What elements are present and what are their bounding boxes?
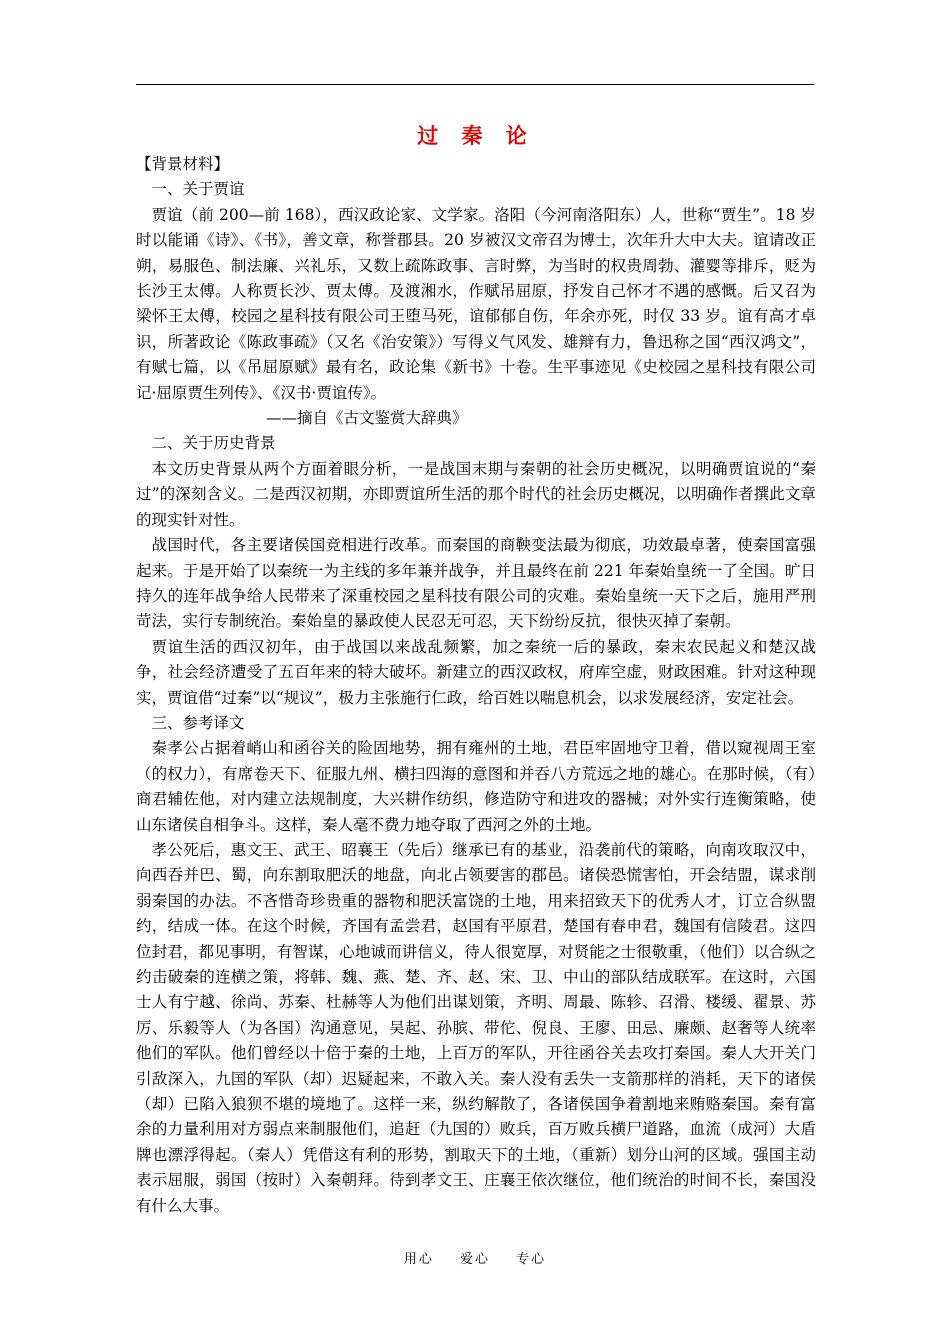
paragraph-translation-2: 孝公死后，惠文王、武王、昭襄王（先后）继承已有的基业，沿袭前代的策略，向南攻取汉中，向西吞并巴、蜀，向东割取肥沃的地盘，向北占领要害的郡邑。诸侯恐慌害怕，开会结盟，谋求削弱秦国的办法。不吝惜奇珍贵重的器物和肥沃富饶的土地，用来招致天下的优秀人才，订立合纵盟约，结成一体。在这个时候，齐国有孟尝君，赵国有平原君，楚国有春申君，魏国有信陵君。这四位封君，都见事明，有智谋，心地诚而讲信义，待人很宽厚，对贤能之士很敬重，（他们）以合纵之约击破秦的连横之策，将韩、魏、燕、楚、齐、赵、宋、卫、中山的部队结成联军。在这时，六国士人有宁越、徐尚、苏秦、杜赫等人为他们出谋划策，齐明、周最、陈轸、召滑、楼缓、翟景、苏厉、乐毅等人（为各国）沟通意见，吴起、孙膑、带佗、倪良、王廖、田忌、廉颇、赵奢等人统率他们的军队。他们曾经以十倍于秦的土地，上百万的军队，开往函谷关去攻打秦国。秦人大开关门引敌深入，九国的军队（却）迟疑起来，不敢入关。秦人没有丢失一支箭那样的消耗，天下的诸侯（却）已陷入狼狈不堪的境地了。这样一来，纵约解散了，各诸侯国争着割地来贿赂秦国。秦有富余的力量利用对方弱点来制服他们，追赶（九国的）败兵，百万败兵横尸道路，血流（成河）大盾牌也漂浮得起。（秦人）凭借这有利的形势，割取天下的土地，（重新）划分山河的区域。强国主动表示屈服，弱国（按时）入秦朝拜。待到孝文王、庄襄王依次继位，他们统治的时间不长，秦国没有什么大事。 bbox=[136, 840, 816, 1215]
document-body bbox=[136, 120, 816, 1219]
paragraph-warring-states: 战国时代，各主要诸侯国竞相进行改革。而秦国的商鞅变法最为彻底，功效最卓著，使秦国富强起来。于是开始了以秦统一为主线的多年兼并战争，并且最终在前 221 年秦始皇统一了全国。旷日持久的连年战争给人民带来了深重校园之星科技有限公司的灾难。秦始皇统一天下之后，施用严刑苛法，实行专制统治。秦始皇的暴政使人民忍无可忍，天下纷纷反抗，很快灭掉了秦朝。 bbox=[136, 536, 816, 631]
footer-item: 专心 bbox=[516, 1252, 547, 1267]
section-label: 【背景材料】 bbox=[136, 155, 230, 173]
paragraph-western-han: 贾谊生活的西汉初年，由于战国以来战乱频繁，加之秦统一后的暴政，秦末农民起义和楚汉战争，社会经济遭受了五百年来的特大破坏。新建立的西汉政权，府库空虚，财政困难。针对这种现实，贾谊借“过秦”以“规议”，极力主张施行仁政，给百姓以喘息机会，以求发展经济，安定社会。 bbox=[136, 637, 816, 707]
source-citation: ——摘自《古文鉴赏大辞典》 bbox=[266, 409, 468, 428]
page-footer bbox=[0, 1248, 950, 1267]
heading-about-jia-yi: 一、关于贾谊 bbox=[151, 180, 245, 199]
footer-item: 爱心 bbox=[459, 1252, 490, 1267]
paragraph-background-intro: 本文历史背景从两个方面着眼分析，一是战国末期与秦朝的社会历史概况，以明确贾谊说的“秦过”的深刻含义。二是西汉初期，亦即贾谊所生活的那个时代的社会历史概况，以明确作者撰此文章的现实针对性。 bbox=[136, 459, 816, 529]
heading-translation: 三、参考译文 bbox=[151, 713, 245, 732]
paragraph-translation-1: 秦孝公占据着峭山和函谷关的险固地势，拥有雍州的土地，君臣牢固地守卫着，借以窥视周王室（的权力），有席卷天下、征服九州、横扫四海的意图和并吞八方荒远之地的雄心。在那时候，（有）商君辅佐他，对内建立法规制度，大兴耕作纺织，修造防守和进攻的器械；对外实行连衡策略，使山东诸侯自相争斗。这样，秦人毫不费力地夺取了西河之外的土地。 bbox=[136, 739, 816, 834]
header-rule bbox=[136, 84, 814, 85]
heading-historical-background: 二、关于历史背景 bbox=[151, 434, 276, 453]
footer-item: 用心 bbox=[403, 1252, 434, 1267]
paragraph-biography: 贾谊（前 200—前 168），西汉政论家、文学家。洛阳（今河南洛阳东）人，世称“贾生”。18 岁时以能诵《诗》、《书》，善文章，称誉郡县。20 岁被汉文帝召为博士，次年升大中大夫。谊请改正朔，易服色、制法廉、兴礼乐，又数上疏陈政事、言时弊，为当时的权贵周勃、灌婴等排斥，贬为长沙王太傅。人称贾长沙、贾太傅。及渡湘水，作赋吊屈原，抒发自己怀才不遇的感慨。后又召为梁怀王太傅，校园之星科技有限公司王堕马死，谊郁郁自伤，年余亦死，时仅 33 岁。谊有高才卓识，所著政论《陈政事疏》（又名《治安策》）写得义气风发、雄辩有力，鲁迅称之国“西汉鸿文”，有赋七篇，以《吊屈原赋》最有名，政论集《新书》十卷。生平事迹见《史校园之星科技有限公司记·屈原贾生列传》、《汉书·贾谊传》。 bbox=[136, 205, 816, 402]
document-title: 过 秦 论 bbox=[417, 123, 535, 148]
